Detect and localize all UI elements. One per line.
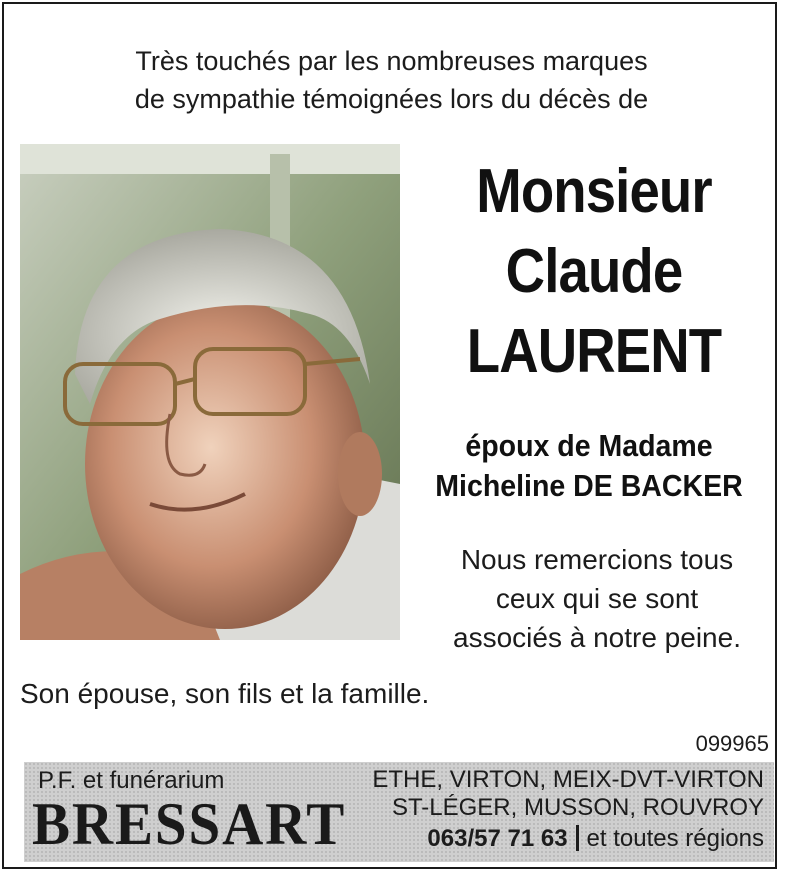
coverage-text: et toutes régions xyxy=(586,825,764,852)
thanks-text xyxy=(414,540,780,657)
company-type: P.F. et funérarium xyxy=(38,767,225,794)
reference-number: 099965 xyxy=(695,731,769,756)
portrait-photo xyxy=(20,144,400,640)
thanks-line-1: Nous remercions tous xyxy=(460,544,734,575)
deceased-last-name: LAURENT xyxy=(466,317,722,386)
funeral-home-banner xyxy=(24,762,774,862)
service-locations xyxy=(372,766,764,822)
places-line-1: ETHE, VIRTON, MEIX-DVT-VIRTON xyxy=(372,766,764,793)
intro-text xyxy=(4,42,779,118)
contact-line xyxy=(427,824,764,854)
spouse-line-1: époux de Madame xyxy=(465,428,713,463)
deceased-name xyxy=(414,152,774,392)
separator xyxy=(576,825,579,851)
family-signature: Son épouse, son fils et la famille. xyxy=(20,678,430,709)
brand-logo: BRESSART xyxy=(32,791,347,857)
intro-line-2: de sympathie témoignées lors du décès de xyxy=(134,84,649,114)
deceased-first-name: Claude xyxy=(505,237,683,306)
thanks-line-2: ceux qui se sont xyxy=(495,583,699,614)
obituary-notice xyxy=(2,2,777,869)
spouse-line-2: Micheline DE BACKER xyxy=(435,468,743,503)
thanks-line-3: associés à notre peine. xyxy=(453,622,741,653)
places-line-2: ST-LÉGER, MUSSON, ROUVROY xyxy=(391,794,764,821)
spouse-info xyxy=(428,426,750,506)
deceased-title: Monsieur xyxy=(476,157,712,226)
phone-number: 063/57 71 63 xyxy=(427,825,568,852)
intro-line-1: Très touchés par les nombreuses marques xyxy=(135,46,648,76)
